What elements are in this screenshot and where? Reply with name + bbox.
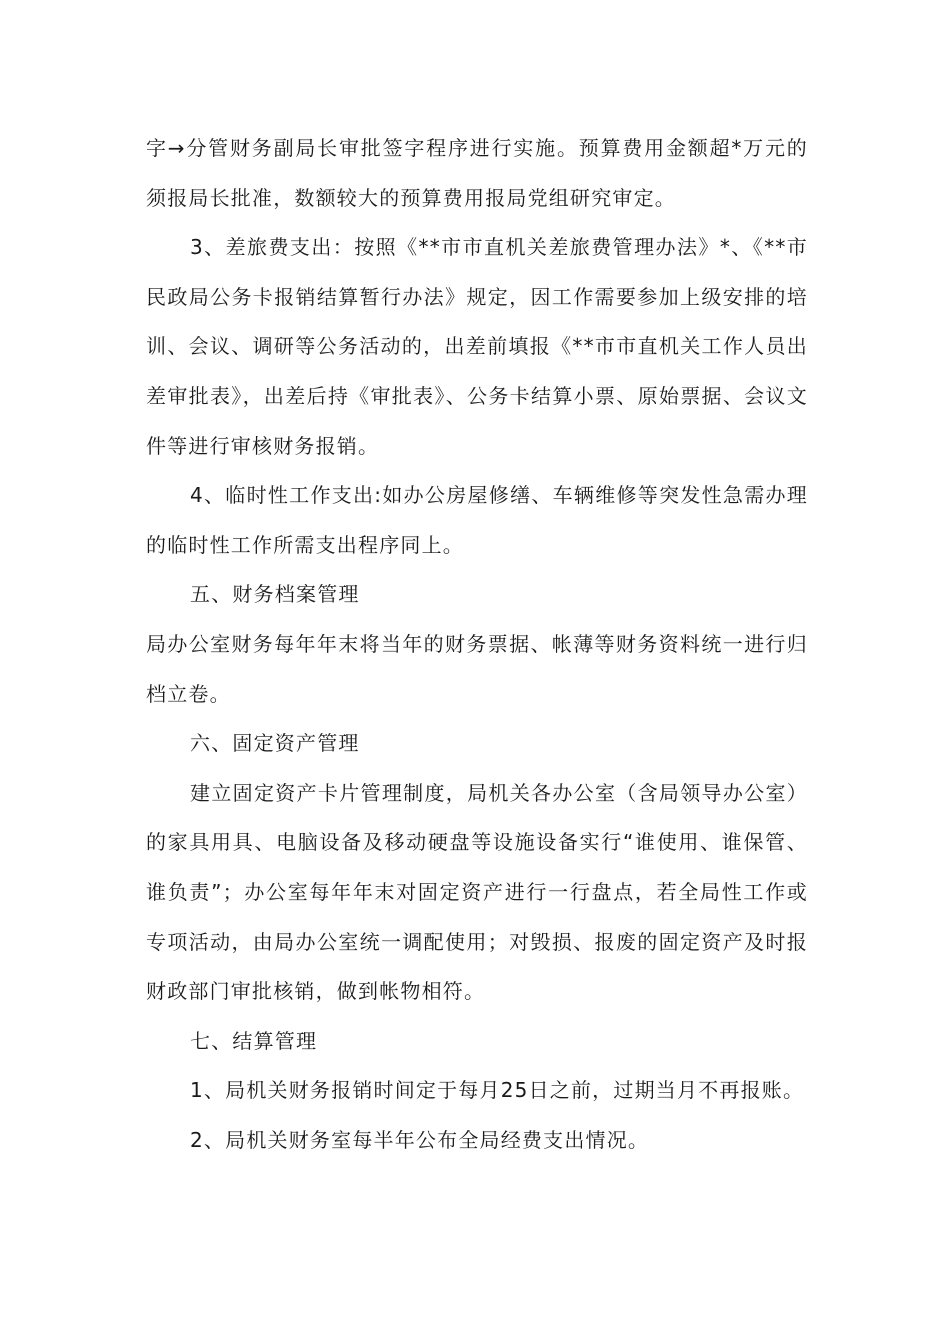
paragraph-temporary-work-expenses: 4、临时性工作支出:如办公房屋修缮、车辆维修等突发性急需办理的临时性工作所需支出程序同上。 xyxy=(146,483,808,557)
document-body xyxy=(146,124,808,1165)
paragraph-travel-expenses: 3、差旅费支出：按照《**市市直机关差旅费管理办法》*、《**市民政局公务卡报销结算暂行办法》规定，因工作需要参加上级安排的培训、会议、调研等公务活动的，出差前填报《**市市直机关工作人员出差审批表》，出差后持《审批表》、公务卡结算小票、原始票据、会议文件等进行审核财务报销。 xyxy=(146,235,808,458)
section-heading-fixed-assets: 六、固定资产管理 xyxy=(190,731,360,756)
paragraph-fixed-assets: 建立固定资产卡片管理制度，局机关各办公室（含局领导办公室）的家具用具、电脑设备及移动硬盘等设施设备实行“谁使用、谁保管、谁负责”；办公室每年年末对固定资产进行一行盘点，若全局性工作或专项活动，由局办公室统一调配使用；对毁损、报废的固定资产及时报财政部门审批核销，做到帐物相符。 xyxy=(146,780,808,1004)
section-heading-settlement: 七、结算管理 xyxy=(190,1028,318,1053)
section-heading-financial-archives: 五、财务档案管理 xyxy=(190,582,360,607)
paragraph-reimbursement-deadline: 1、局机关财务报销时间定于每月25日之前，过期当月不再报账。 xyxy=(190,1078,805,1103)
paragraph-approval-continuation: 字→分管财务副局长审批签字程序进行实施。预算费用金额超*万元的须报局长批准，数额较大的预算费用报局党组研究审定。 xyxy=(146,136,808,210)
paragraph-expense-disclosure: 2、局机关财务室每半年公布全局经费支出情况。 xyxy=(190,1127,650,1152)
paragraph-financial-archives: 局办公室财务每年年末将当年的财务票据、帐薄等财务资料统一进行归档立卷。 xyxy=(146,631,808,706)
